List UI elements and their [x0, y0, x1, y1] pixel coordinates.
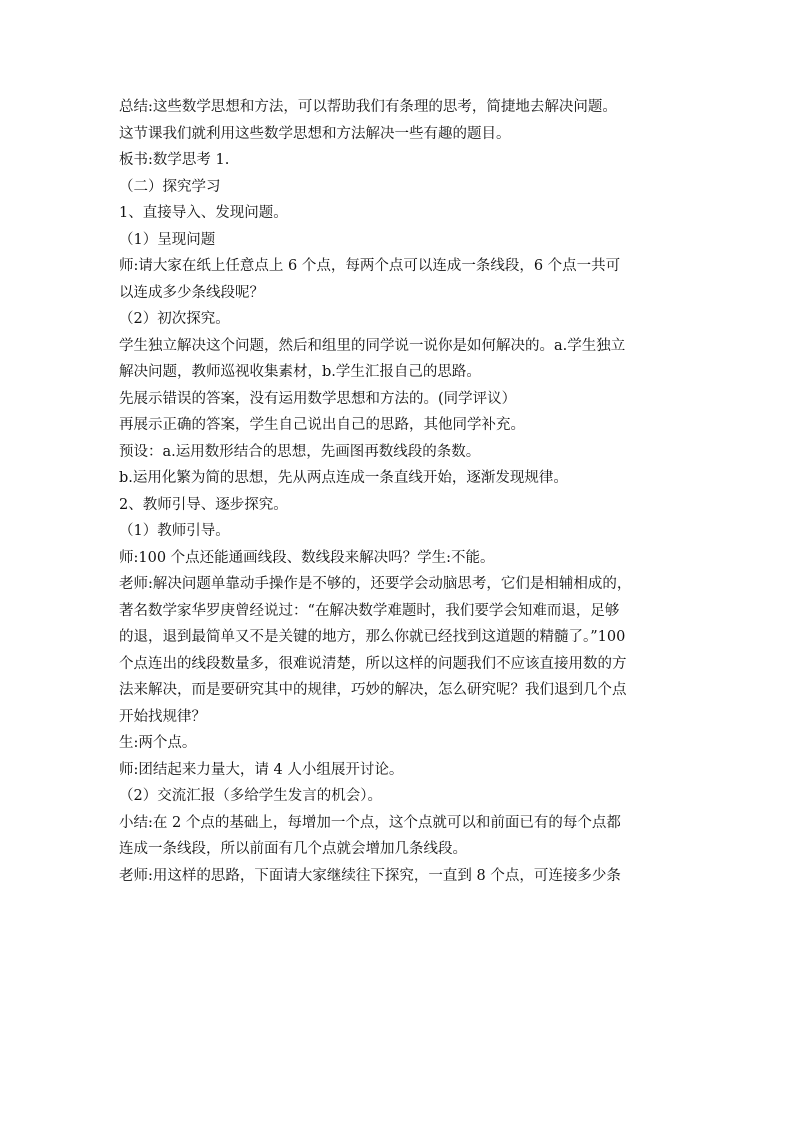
summary-line: 总结:这些数学思想和方法，可以帮助我们有条理的思考，简捷地去解决问题。: [119, 99, 617, 115]
summary-line-cont: 这节课我们就利用这些数学思想和方法解决一些有趣的题目。: [119, 125, 511, 142]
body-line: 学生独立解决这个问题，然后和组里的同学说一说你是如何解决的。a.学生独立: [119, 337, 626, 354]
step-heading: （1）呈现问题: [119, 231, 216, 248]
teacher-line: 师:100 个点还能通画线段、数线段来解决吗？学生:不能。: [119, 549, 495, 566]
teacher-line-cont: 的退，退到最简单又不是关键的地方，那么你就已经找到这道题的精髓了。”100: [119, 629, 626, 645]
body-line: 再展示正确的答案，学生自己说出自己的思路，其他同学补充。: [119, 417, 525, 433]
body-line: 解决问题，教师巡视收集素材，b.学生汇报自己的思路。: [119, 364, 481, 380]
student-line: 生:两个点。: [119, 735, 197, 751]
step-heading: （2）交流汇报（多给学生发言的机会）。: [119, 788, 382, 804]
teacher-line: 老师:用这样的思路，下面请大家继续往下探究，一直到 8 个点，可连接多少条: [119, 867, 621, 884]
teacher-line-cont: 个点连出的线段数量多，很难说清楚，所以这样的问题我们不应该直接用数的方: [119, 655, 627, 672]
document-page: [119, 94, 679, 889]
teacher-line-cont: 法来解决，而是要研究其中的规律，巧妙的解决，怎么研究呢？我们退到几个点: [119, 682, 627, 698]
section-heading: （二）探究学习: [119, 178, 221, 195]
preset-line: 预设：a.运用数形结合的思想，先画图再数线段的条数。: [119, 443, 481, 460]
teacher-line-cont: 开始找规律？: [119, 708, 206, 725]
board-note: 板书:数学思考 1.: [119, 152, 230, 168]
step-heading: （2）初次探究。: [119, 311, 230, 327]
step-heading: （1）教师引导。: [119, 523, 230, 539]
preset-line: b.运用化繁为简的思想，先从两点连成一条直线开始，逐渐发现规律。: [119, 470, 568, 486]
summary-line-cont: 连成一条线段，所以前面有几个点就会增加几条线段。: [119, 841, 467, 857]
teacher-line: 师:团结起来力量大，请 4 人小组展开讨论。: [119, 761, 404, 778]
summary-line: 小结:在 2 个点的基础上，每增加一个点，这个点就可以和前面已有的每个点都: [119, 814, 621, 831]
teacher-line: 老师:解决问题单靠动手操作是不够的，还要学会动脑思考，它们是相辅相成的，: [119, 576, 632, 592]
teacher-line-cont: 著名数学家华罗庚曾经说过：“在解决数学难题时，我们要学会知难而退，足够: [119, 602, 620, 619]
body-line: 先展示错误的答案，没有运用数学思想和方法的。(同学评议）: [119, 390, 517, 407]
teacher-line: 师:请大家在纸上任意点上 6 个点，每两个点可以连成一条线段，6 个点一共可: [119, 258, 621, 274]
subsection-heading: 2、教师引导、逐步探究。: [119, 496, 288, 513]
teacher-line-cont: 以连成多少条线段呢？: [119, 284, 264, 301]
subsection-heading: 1、直接导入、发现问题。: [119, 205, 288, 221]
